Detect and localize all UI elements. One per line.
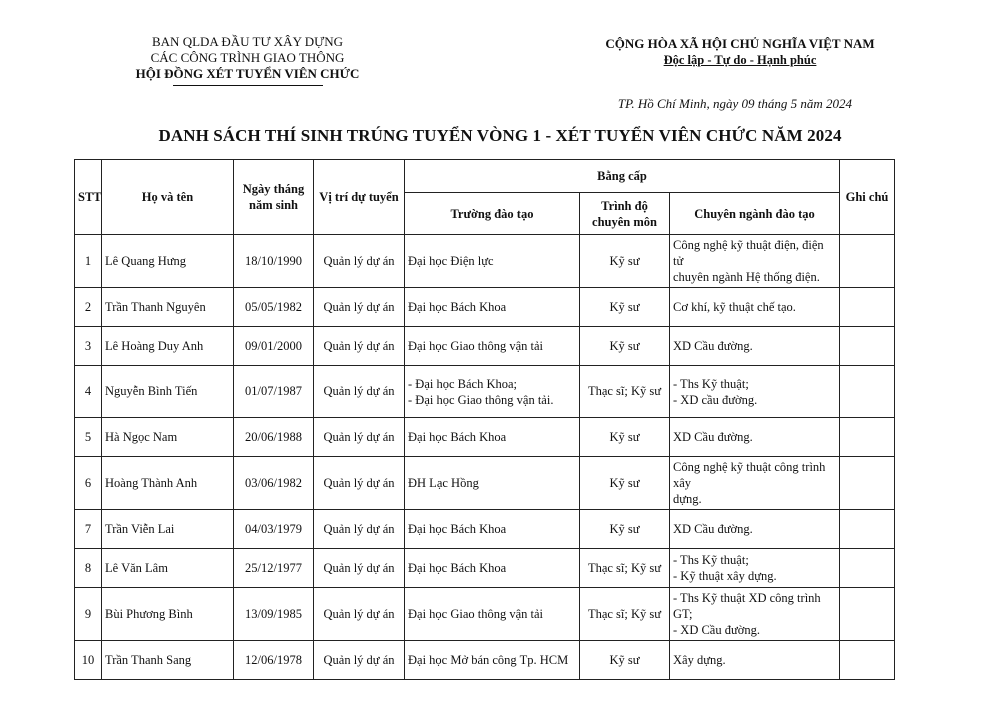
cell-name: Trần Viễn Lai [102, 510, 234, 549]
cell-level: Thạc sĩ; Kỹ sư [580, 588, 670, 641]
table-row [75, 641, 895, 680]
cell-major-line: XD Cầu đường. [673, 430, 753, 444]
table-row [75, 510, 895, 549]
cell-dob: 18/10/1990 [234, 235, 314, 288]
table-row [75, 457, 895, 510]
header-degree-group: Bằng cấp [405, 160, 840, 193]
cell-level: Kỹ sư [580, 418, 670, 457]
national-header [600, 36, 880, 68]
cell-major-line: dựng. [673, 492, 702, 506]
header-level [580, 193, 670, 235]
header-level-line-1: Trình độ [601, 198, 648, 213]
cell-position: Quản lý dự án [314, 641, 405, 680]
candidate-table [74, 159, 895, 680]
table-row [75, 366, 895, 418]
cell-major-line: XD Cầu đường. [673, 522, 753, 536]
cell-school-line: Đại học Bách Khoa [408, 430, 507, 444]
cell-stt: 7 [75, 510, 102, 549]
cell-dob: 03/06/1982 [234, 457, 314, 510]
cell-dob: 25/12/1977 [234, 549, 314, 588]
document-title: DANH SÁCH THÍ SINH TRÚNG TUYỂN VÒNG 1 - XÉT TUYỂN VIÊN CHỨC NĂM 2024 [158, 126, 842, 145]
cell-school [405, 457, 580, 510]
cell-major-line: XD Cầu đường. [673, 339, 753, 353]
cell-major-line: Công nghệ kỹ thuật điện, điện tử [673, 238, 824, 268]
issuer-line-2: CÁC CÔNG TRÌNH GIAO THÔNG [150, 50, 345, 65]
table-row [75, 549, 895, 588]
table-row [75, 327, 895, 366]
cell-level: Kỹ sư [580, 235, 670, 288]
issuer-header [130, 34, 365, 86]
document-date: TP. Hồ Chí Minh, ngày 09 tháng 5 năm 2024 [617, 96, 852, 111]
header-dob [234, 160, 314, 235]
cell-name: Lê Văn Lâm [102, 549, 234, 588]
cell-dob: 12/06/1978 [234, 641, 314, 680]
header-position-line-2: dự tuyển [351, 190, 399, 204]
cell-position: Quản lý dự án [314, 327, 405, 366]
cell-position: Quản lý dự án [314, 418, 405, 457]
cell-school-line: Đại học Bách Khoa [408, 300, 507, 314]
cell-stt: 6 [75, 457, 102, 510]
cell-major [670, 641, 840, 680]
cell-name: Hoàng Thành Anh [102, 457, 234, 510]
cell-name: Bùi Phương Bình [102, 588, 234, 641]
cell-dob: 13/09/1985 [234, 588, 314, 641]
cell-major-line: Xây dựng. [673, 653, 726, 667]
cell-major [670, 327, 840, 366]
cell-major-line: - Ths Kỹ thuật; [673, 376, 749, 391]
cell-note [840, 549, 895, 588]
cell-school [405, 327, 580, 366]
cell-level: Kỹ sư [580, 327, 670, 366]
cell-school [405, 641, 580, 680]
cell-stt: 8 [75, 549, 102, 588]
cell-note [840, 510, 895, 549]
cell-school [405, 549, 580, 588]
table-body [75, 235, 895, 680]
issuer-line-3: HỘI ĐỒNG XÉT TUYỂN VIÊN CHỨC [135, 66, 360, 81]
header-level-line-2: chuyên môn [592, 214, 657, 229]
cell-position: Quản lý dự án [314, 588, 405, 641]
cell-school-line: Đại học Giao thông vận tải [408, 607, 544, 621]
cell-major [670, 588, 840, 641]
header-position [314, 160, 405, 235]
cell-name: Lê Quang Hưng [102, 235, 234, 288]
cell-stt: 3 [75, 327, 102, 366]
cell-level: Kỹ sư [580, 510, 670, 549]
cell-dob: 20/06/1988 [234, 418, 314, 457]
cell-school-line: Đại học Bách Khoa [408, 561, 507, 575]
header-school: Trường đào tạo [405, 193, 580, 235]
cell-note [840, 588, 895, 641]
cell-school-line: ĐH Lạc Hồng [408, 476, 479, 490]
table-row [75, 418, 895, 457]
issuer-line-1: BAN QLDA ĐẦU TƯ XÂY DỰNG [152, 34, 343, 49]
cell-level: Kỹ sư [580, 457, 670, 510]
cell-note [840, 235, 895, 288]
cell-stt: 2 [75, 288, 102, 327]
cell-note [840, 288, 895, 327]
cell-position: Quản lý dự án [314, 549, 405, 588]
cell-stt: 4 [75, 366, 102, 418]
cell-dob: 01/07/1987 [234, 366, 314, 418]
cell-position: Quản lý dự án [314, 457, 405, 510]
cell-dob: 05/05/1982 [234, 288, 314, 327]
cell-stt: 9 [75, 588, 102, 641]
national-motto: Độc lập - Tự do - Hạnh phúc [663, 53, 817, 67]
cell-note [840, 641, 895, 680]
cell-name: Hà Ngọc Nam [102, 418, 234, 457]
national-title: CỘNG HÒA XÃ HỘI CHỦ NGHĨA VIỆT NAM [605, 36, 875, 51]
cell-school [405, 366, 580, 418]
table-row [75, 235, 895, 288]
cell-school-line: Đại học Giao thông vận tải [408, 339, 544, 353]
cell-school-line: Đại học Bách Khoa [408, 522, 507, 536]
header-note: Ghi chú [840, 160, 895, 235]
cell-note [840, 366, 895, 418]
cell-name: Trần Thanh Nguyên [102, 288, 234, 327]
cell-note [840, 418, 895, 457]
cell-major-line: - Kỹ thuật xây dựng. [673, 569, 777, 583]
cell-level: Thạc sĩ; Kỹ sư [580, 366, 670, 418]
header-major: Chuyên ngành đào tạo [670, 193, 840, 235]
cell-school [405, 418, 580, 457]
header-stt: STT [75, 160, 102, 235]
cell-level: Kỹ sư [580, 288, 670, 327]
cell-stt: 5 [75, 418, 102, 457]
header-dob-line-1: Ngày tháng [242, 182, 305, 196]
cell-dob: 04/03/1979 [234, 510, 314, 549]
cell-note [840, 457, 895, 510]
cell-level: Thạc sĩ; Kỹ sư [580, 549, 670, 588]
cell-school [405, 588, 580, 641]
header-dob-line-2: năm sinh [249, 198, 298, 212]
cell-school-line: Đại học Điện lực [408, 254, 494, 268]
cell-stt: 10 [75, 641, 102, 680]
cell-name: Lê Hoàng Duy Anh [102, 327, 234, 366]
cell-major [670, 288, 840, 327]
cell-major [670, 366, 840, 418]
cell-position: Quản lý dự án [314, 366, 405, 418]
cell-level: Kỹ sư [580, 641, 670, 680]
cell-major [670, 510, 840, 549]
cell-major [670, 418, 840, 457]
cell-school-line: - Đại học Giao thông vận tải. [408, 392, 554, 407]
cell-major [670, 549, 840, 588]
header-name: Họ và tên [102, 160, 234, 235]
issuer-underline [173, 85, 323, 86]
cell-note [840, 327, 895, 366]
cell-major-line: - Ths Kỹ thuật XD công trình GT; [673, 591, 821, 621]
cell-school [405, 510, 580, 549]
cell-major-line: - Ths Kỹ thuật; [673, 553, 749, 567]
cell-school-line: - Đại học Bách Khoa; [408, 376, 517, 391]
cell-dob: 09/01/2000 [234, 327, 314, 366]
cell-major [670, 457, 840, 510]
cell-position: Quản lý dự án [314, 510, 405, 549]
cell-school [405, 235, 580, 288]
cell-school [405, 288, 580, 327]
cell-name: Trần Thanh Sang [102, 641, 234, 680]
table-row [75, 288, 895, 327]
cell-name: Nguyễn Bình Tiến [102, 366, 234, 418]
cell-major-line: Công nghệ kỹ thuật công trình xây [673, 460, 826, 490]
cell-position: Quản lý dự án [314, 288, 405, 327]
cell-major-line: Cơ khí, kỹ thuật chế tạo. [673, 300, 796, 314]
cell-position: Quản lý dự án [314, 235, 405, 288]
header-position-line-1: Vị trí [319, 190, 349, 204]
table-row [75, 588, 895, 641]
cell-major-line: chuyên ngành Hệ thống điện. [673, 270, 820, 284]
cell-school-line: Đại học Mở bán công Tp. HCM [408, 653, 569, 667]
cell-major-line: - XD cầu đường. [673, 392, 758, 407]
cell-major-line: - XD Cầu đường. [673, 623, 760, 637]
cell-major [670, 235, 840, 288]
cell-stt: 1 [75, 235, 102, 288]
